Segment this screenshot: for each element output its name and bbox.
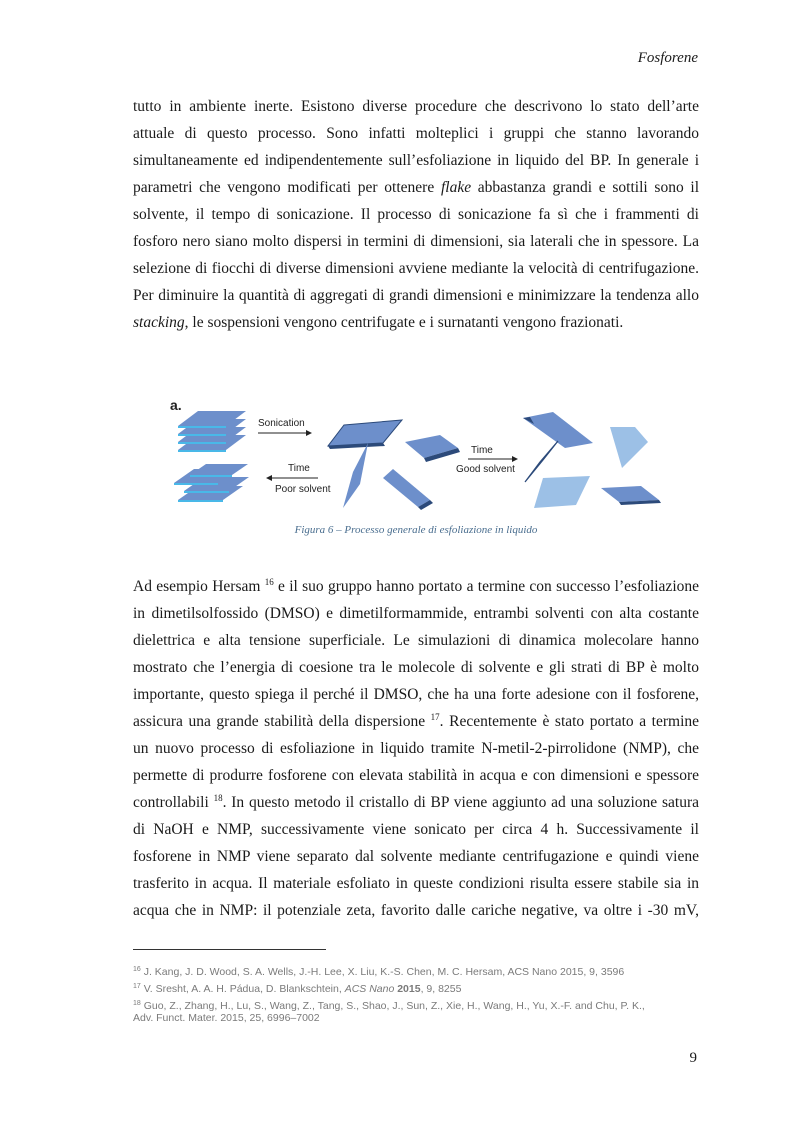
flake — [525, 441, 558, 482]
text-line: stacking, le sospensioni vengono centrifugate e i surnatanti vengono frazionati. — [133, 314, 624, 331]
text-line: dielettrica e alta tensione superficiale. Le simulazioni di dinamica molecolare hanno — [133, 632, 699, 649]
text-line: trasferito in acqua. Il materiale esfoliato in queste condizioni risulta essere stabile sia in — [133, 875, 699, 892]
good-solvent-label: Good solvent — [456, 464, 515, 475]
text-line: mostrato che l’energia di coesione tra le molecole di solvente e gli strati di BP è molto — [133, 659, 699, 676]
text-line: in dimetilsolfossido (DMSO) e dimetilformammide, entrambi solventi con alta costante — [133, 605, 699, 622]
exfoliation-figure — [168, 390, 668, 515]
text-line: un nuovo processo di esfoliazione in liquido tramite N-metil-2-pirrolidone (NMP), che — [133, 740, 699, 757]
text-line: importante, questo spiega il perché il DMSO, che ha una forte adesione con il fosforene, — [133, 686, 699, 703]
footnote-18: $^{18}$ Guo, Z., Zhang, H., Lu, S., Wang, Z., Tang, S., Shao, J., Sun, Z., Xie, H., Wang, H., Yu, X.-F. and Chu, P. K., Adv. Funct. Mater. 2015, 25, 6996–7002 — [133, 1000, 645, 1024]
footnote-17: $^{17}$ V. Sresht, A. A. H. Pádua, D. Blankschtein, ACS Nano 2015, 9, 8255 — [133, 983, 462, 995]
text-line: controllabili $^{18}$. In questo metodo il cristallo di BP viene aggiunto ad una soluzione satura — [133, 793, 699, 811]
sonication-label: Sonication — [258, 418, 305, 429]
text-line: solvente, il tempo di sonicazione. Il processo di sonicazione fa sì che i frammenti di — [133, 206, 699, 223]
poor-solvent-label: Poor solvent — [275, 484, 331, 495]
footnote-separator — [133, 949, 326, 950]
paragraph-1 — [133, 93, 699, 336]
flake — [601, 486, 659, 502]
bulk-crystal-stack — [178, 411, 246, 452]
text-line: di NaOH e NMP, successivamente viene sonicato per circa 4 h. Successivamente il — [133, 821, 699, 838]
flake — [523, 412, 593, 448]
italic-term: stacking — [133, 314, 185, 331]
text-line: simultaneamente ed indipendentemente sull’esfoliazione in liquido del BP. In generale i — [133, 152, 699, 169]
paragraph-2 — [133, 573, 699, 924]
text-line: parametri che vengono modificati per ottenere flake abbastanza grandi e sottili sono il — [133, 179, 700, 196]
page-number: 9 — [689, 1050, 697, 1066]
flake — [328, 420, 402, 446]
flake — [343, 443, 368, 508]
text-line: fosforene in NMP viene separato dal solvente mediante centrifugazione e quindi viene — [133, 848, 699, 865]
footnote-ref[interactable]: 16 — [264, 577, 274, 587]
running-header: Fosforene — [637, 50, 698, 66]
text-line: attuale di questo processo. Sono infatti molteplici i gruppi che stanno lavorando — [133, 125, 699, 142]
time-label-top: Time — [471, 445, 493, 456]
flake — [610, 427, 648, 468]
text-line: fosforo nero siano molto dispersi in termini di dimensioni, sia laterali che in spessore. La — [133, 233, 699, 250]
text-line: tutto in ambiente inerte. Esistono diverse procedure che descrivono lo stato dell’arte — [133, 98, 699, 115]
text-line: assicura una grande stabilità della dispersione $^{17}$. Recentemente è stato portato a termine — [133, 712, 700, 730]
footnotes — [133, 966, 699, 1029]
text-line: Per diminuire la quantità di aggregati di grandi dimensioni e minimizzare la tendenza allo — [133, 287, 699, 304]
italic-term: flake — [440, 179, 472, 196]
flake — [383, 469, 430, 507]
aggregated-stack — [174, 464, 249, 502]
text-line: selezione di fiocchi di diverse dimensioni avviene mediante la velocità di centrifugazione. — [133, 260, 699, 277]
figure-caption: Figura 6 – Processo generale di esfoliazione in liquido — [294, 524, 538, 536]
text-line: Ad esempio Hersam $^{16}$ e il suo gruppo hanno portato a termine con successo l’esfoliazione — [133, 577, 700, 595]
text-line: permette di produrre fosforene con elevata stabilità in acqua e con dimensioni e spessore — [133, 767, 699, 784]
footnote-16: $^{16}$ J. Kang, J. D. Wood, S. A. Wells, J.-H. Lee, X. Liu, K.-S. Chen, M. C. Hersam, ACS Nano 2015, 9, 3596 — [133, 966, 625, 978]
text-line: acqua che in NMP: il potenziale zeta, favorito dalle cariche negative, va oltre i -30 mV, — [133, 902, 699, 919]
footnote-ref[interactable]: 18 — [213, 793, 223, 803]
flake — [534, 476, 590, 508]
panel-label: a. — [170, 397, 182, 413]
time-label-bottom: Time — [288, 463, 310, 474]
footnote-ref[interactable]: 17 — [430, 712, 440, 722]
